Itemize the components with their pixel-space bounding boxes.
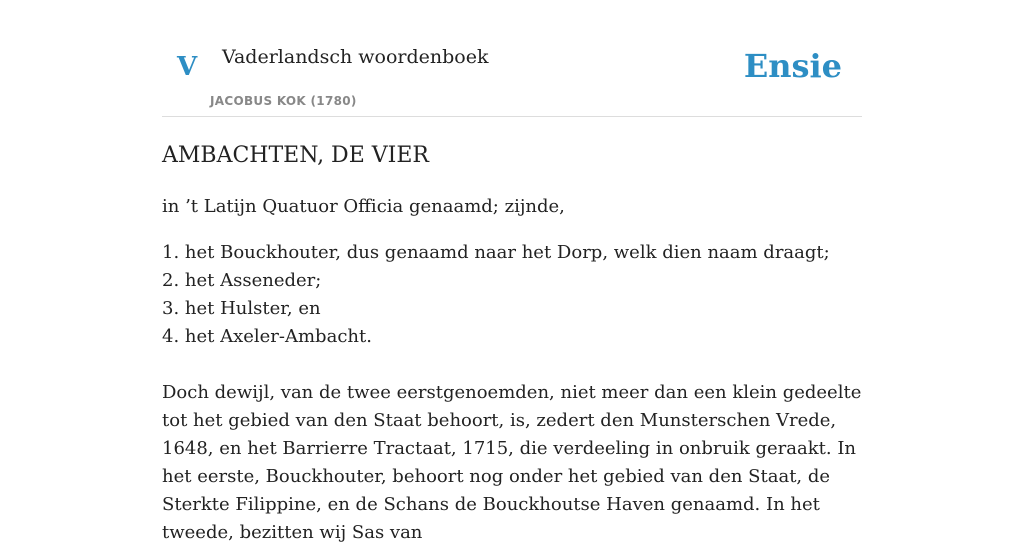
list-item: 2. het Asseneder;: [162, 270, 322, 292]
list-item: 3. het Hulster, en: [162, 298, 321, 320]
entry-list: [162, 239, 862, 351]
book-author: JACOBUS KOK (1780): [210, 94, 357, 108]
page-container: [162, 0, 862, 547]
entry-title: AMBACHTEN, DE VIER: [162, 143, 429, 168]
ensie-logo[interactable]: Ensie: [743, 47, 842, 85]
book-title-link[interactable]: Vaderlandsch woordenboek: [222, 46, 489, 68]
list-item: 1. het Bouckhouter, dus genaamd naar het Dorp, welk dien naam draagt;: [162, 242, 830, 264]
entry-intro: in ’t Latijn Quatuor Officia genaamd; zijnde,: [162, 196, 565, 218]
header: [162, 0, 862, 117]
list-item: 4. het Axeler-Ambacht.: [162, 326, 372, 348]
book-letter-icon[interactable]: V: [177, 52, 198, 82]
entry-paragraph: Doch dewijl, van de twee eerstgenoemden, niet meer dan een klein gedeelte tot het gebied van den Staat behoort, is, zedert den Munsterschen Vrede, 1648, en het Barrierre Tractaat, 1715, die verdeeling in onbruik geraakt. In het eerste, Bouckhouter, behoort nog onder het gebied van den Staat, de Sterkte Filippine, en de Schans de Bouckhoutse Haven genaamd. In het tweede, bezitten wij Sas van: [162, 382, 862, 544]
